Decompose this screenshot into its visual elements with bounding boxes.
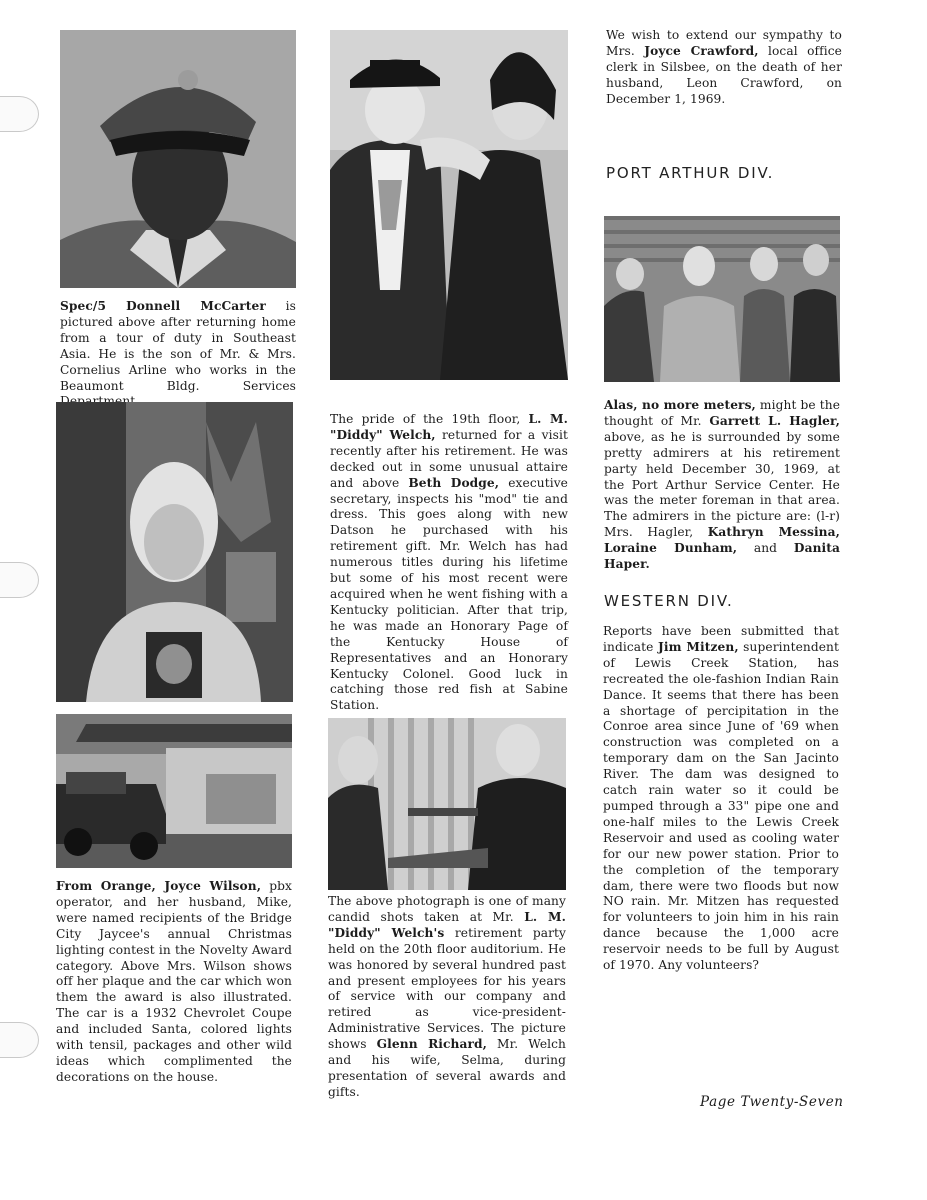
photo-joyce-wilson-plaque	[56, 402, 293, 702]
caption-retirement-party: The above photograph is one of many candid shots taken at Mr. L. M. "Diddy" Welch's retirement party held on the 20th floor auditorium. He was honored by several hundred past and present employees for his years of service with our company and retired as vice-president-Administrative Services. The picture shows Glenn Richard, Mr. Welch and his wife, Selma, during presentation of several awards and gifts.	[328, 894, 567, 1099]
binder-hole-bottom	[0, 1022, 39, 1058]
caption-hagler: Alas, no more meters, might be the thought of Mr. Garrett L. Hagler, above, as he is surrounded by some pretty admirers at his retirement party held December 30, 1969, at the Port Arthur Service Center. He was the meter foreman in that area. The admirers in the picture are: (l-r) Mrs. Hagler, Kathryn Messina, Loraine Dunham, and Danita Haper.	[604, 398, 841, 572]
binder-hole-middle	[0, 562, 39, 598]
heading-port-arthur-div: PORT ARTHUR DIV.	[606, 164, 775, 182]
page-number: Page Twenty-Seven	[700, 1094, 844, 1110]
sympathy-notice: We wish to extend our sympathy to Mrs. Joyce Crawford, local office clerk in Silsbee, on the death of her husband, Leon Crawford, on December 1, 1969.	[606, 28, 842, 106]
heading-western-div: WESTERN DIV.	[604, 592, 734, 610]
photo-welch-mod-tie	[330, 30, 568, 380]
binder-hole-top	[0, 96, 39, 132]
photo-soldier-portrait	[60, 30, 296, 288]
caption-joyce-wilson: From Orange, Joyce Wilson, pbx operator, and her husband, Mike, were named recipients of the Bridge City Jaycee's annual Christmas lighting contest in the Novelty Award category. Above Mrs. Wilson shows off her plaque and the car which won them the award is also illustrated. The car is a 1932 Chevrolet Coupe and included Santa, colored lights with tensil, packages and other wild ideas which complimented the decorations on the house.	[56, 879, 292, 1084]
photo-welch-retirement-party	[328, 718, 566, 890]
photo-1932-chevrolet-coupe	[56, 714, 292, 868]
photo-hagler-retirement	[604, 216, 840, 382]
article-rain-dance: Reports have been submitted that indicate Jim Mitzen, superintendent of Lewis Creek Station, has recreated the ole-fashion Indian Rain Dance. It seems that there has been a shortage of percipitation in the Conroe area since June of '69 when construction was completed on a temporary dam on the San Jacinto River. The dam was designed to catch rain water so it could be pumped through a 33" pipe one and one-half miles to the Lewis Creek Reservoir and used as cooling water for our new power station. Prior to the completion of the temporary dam, there were two floods but now NO rain. Mr. Mitzen has requested for volunteers to join him in his rain dance because the 1,000 acre reservoir needs to be full by August of 1970. Any volunteers?	[603, 624, 839, 973]
caption-welch-visit: The pride of the 19th floor, L. M. "Diddy" Welch, returned for a visit recently after his retirement. He was decked out in some unusual attaire and above Beth Dodge, executive secretary, inspects his "mod" tie and dress. This goes along with new Datson he purchased with his retirement gift. Mr. Welch has had numerous titles during his lifetime but some of his most recent were acquired when he went fishing with a Kentucky politician. After that trip, he was made an Honorary Page of the Kentucky House of Representatives and an Honorary Kentucky Colonel. Good luck in catching those red fish at Sabine Station.	[330, 412, 568, 713]
caption-mccarter: Spec/5 Donnell McCarter is pictured above after returning home from a tour of duty in Southeast Asia. He is the son of Mr. & Mrs. Cornelius Arline who works in the Beaumont Bldg. Services	[60, 299, 296, 393]
